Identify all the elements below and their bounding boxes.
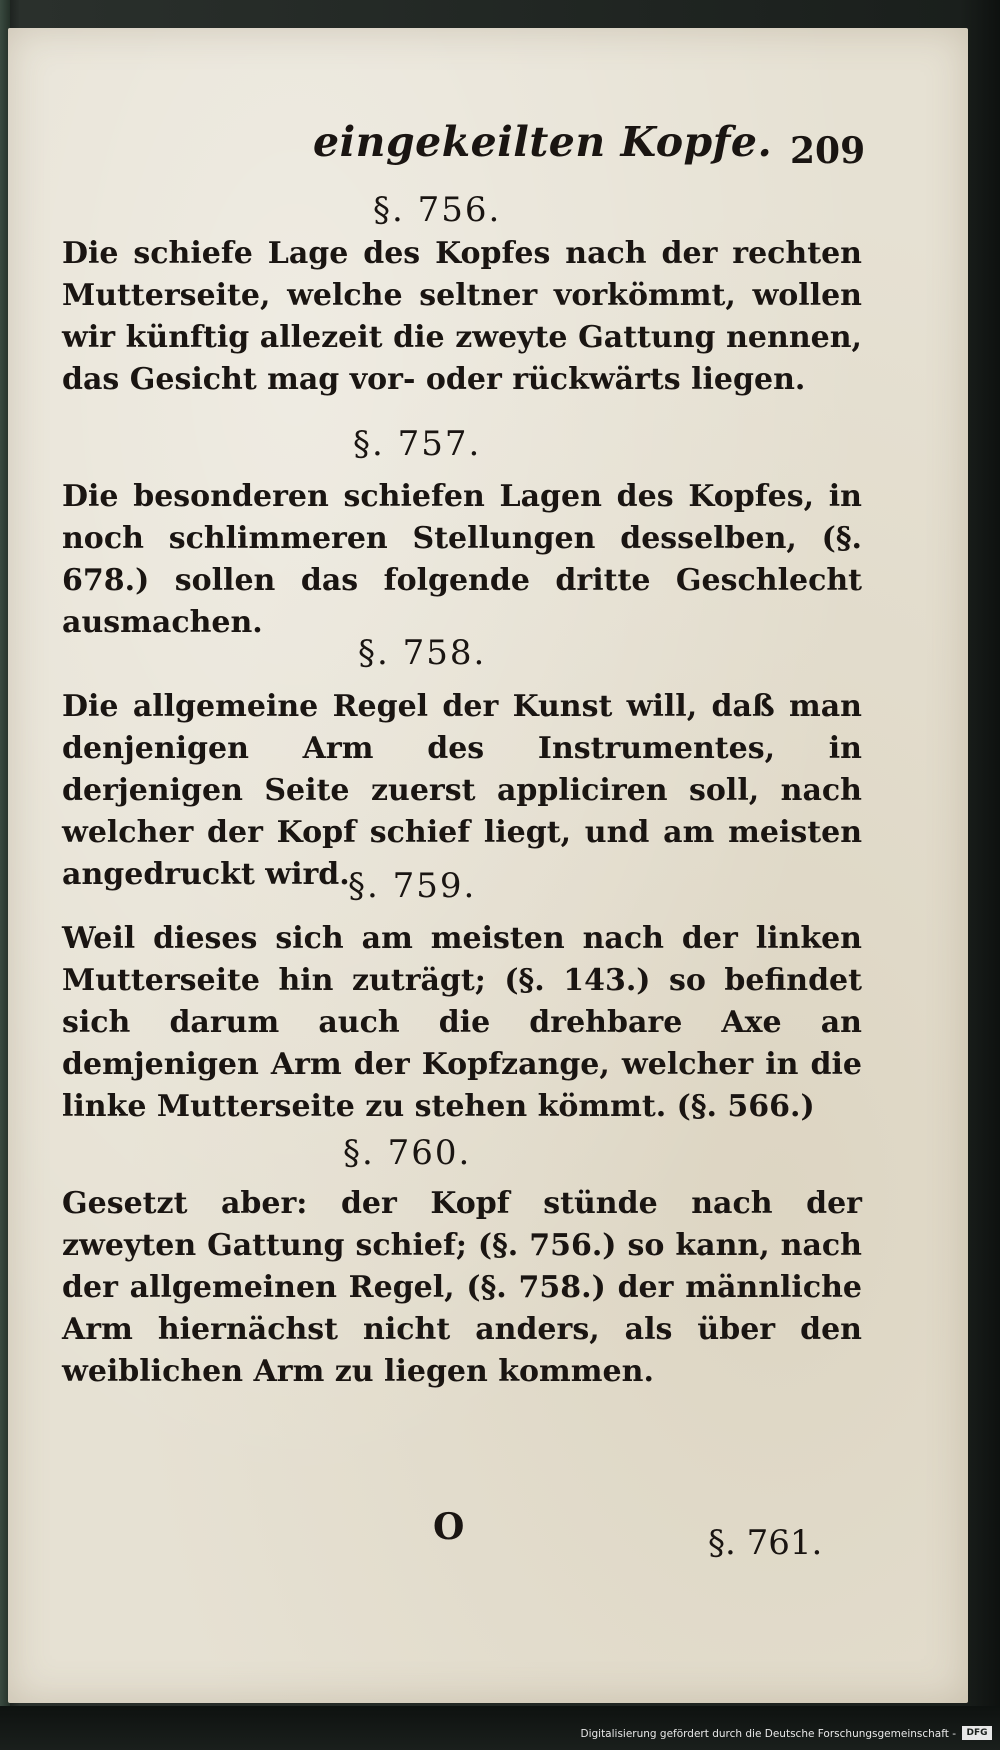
section-heading: §. 760.	[343, 1133, 472, 1173]
signature-mark: O	[433, 1506, 465, 1548]
page-header	[8, 118, 968, 178]
section-heading: §. 756.	[373, 190, 502, 230]
section-paragraph: Gesetzt aber: der Kopf stünde nach der zweyten Gattung schief; (§. 756.) so kann, nach der allgemeinen Regel, (§. 758.) der männliche Arm hiernächst nicht anders, als über den weiblichen Arm zu liegen kommen.	[62, 1186, 862, 1389]
dfg-logo: DFG	[962, 1726, 992, 1740]
section-paragraph: Die allgemeine Regel der Kunst will, daß man denjenigen Arm des Instrumentes, in derjenigen Seite zuerst appliciren soll, nach welcher der Kopf schief liegt, und am meisten angedruckt wird.	[62, 689, 862, 892]
catchword: §. 761.	[708, 1523, 823, 1563]
section-paragraph: Die schiefe Lage des Kopfes nach der rechten Mutterseite, welche seltner vorkömmt, wollen wir künftig allezeit die zweyte Gattung nennen, das Gesicht mag vor- oder rückwärts liegen.	[62, 236, 862, 397]
section-heading: §. 759.	[348, 866, 477, 906]
section-heading: §. 758.	[358, 633, 487, 673]
book-page	[8, 28, 968, 1703]
page-number: 209	[790, 130, 866, 172]
footer-credit: Digitalisierung gefördert durch die Deutsche Forschungsgemeinschaft -	[580, 1728, 956, 1740]
section-paragraph: Weil dieses sich am meisten nach der linken Mutterseite hin zuträgt; (§. 143.) so befindet sich darum auch die drehbare Axe an demjenigen Arm der Kopfzange, welcher in die linke Mutterseite zu stehen kömmt. (§. 566.)	[62, 921, 862, 1124]
running-title: eingekeilten Kopfe.	[313, 118, 773, 166]
section-heading: §. 757.	[353, 424, 482, 464]
section-paragraph: Die besonderen schiefen Lagen des Kopfes, in noch schlimmeren Stellungen desselben, (§. 678.) sollen das folgende dritte Geschlecht ausmachen.	[62, 479, 862, 640]
